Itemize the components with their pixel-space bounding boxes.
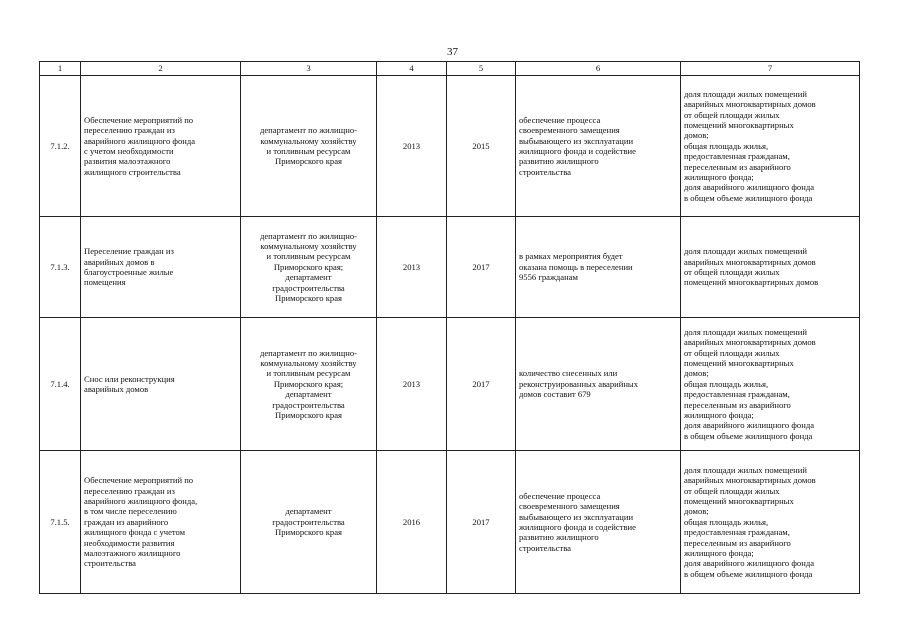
end-year: 2017 — [447, 451, 516, 594]
table-row — [40, 76, 860, 217]
activity-title: Переселение граждан из аварийных домов в благоустроенные жилые помещения — [81, 217, 241, 318]
expected-result: в рамках мероприятия будет оказана помощь в переселении 9556 гражданам — [516, 217, 681, 318]
start-year: 2016 — [377, 451, 447, 594]
indicators: доля площади жилых помещений аварийных многоквартирных домов от общей площади жилых помещений многоквартирных домов; общая площадь жилья, предоставленная гражданам, переселенным из аварийного жилищного фонда; доля аварийного жилищного фонда в общем объеме жилищного фонда — [681, 76, 860, 217]
start-year: 2013 — [377, 318, 447, 451]
end-year: 2017 — [447, 318, 516, 451]
responsible-executor: департамент градостроительства Приморского края — [241, 451, 377, 594]
column-header: 3 — [241, 62, 377, 76]
item-number: 7.1.3. — [40, 217, 81, 318]
start-year: 2013 — [377, 76, 447, 217]
table-row — [40, 217, 860, 318]
column-header: 1 — [40, 62, 81, 76]
column-header: 7 — [681, 62, 860, 76]
expected-result: количество снесенных или реконструированных аварийных домов составит 679 — [516, 318, 681, 451]
expected-result: обеспечение процесса своевременного замещения выбывающего из эксплуатации жилищного фонда и содействие развитию жилищного строительства — [516, 451, 681, 594]
indicators: доля площади жилых помещений аварийных многоквартирных домов от общей площади жилых помещений многоквартирных домов; общая площадь жилья, предоставленная гражданам, переселенным из аварийного жилищного фонда; доля аварийного жилищного фонда в общем объеме жилищного фонда — [681, 451, 860, 594]
start-year: 2013 — [377, 217, 447, 318]
activity-title: Снос или реконструкция аварийных домов — [81, 318, 241, 451]
expected-result: обеспечение процесса своевременного замещения выбывающего из эксплуатации жилищного фонда и содействие развитию жилищного строительства — [516, 76, 681, 217]
table-row — [40, 451, 860, 594]
activity-title: Обеспечение мероприятий по переселению граждан из аварийного жилищного фонда с учетом необходимости развития малоэтажного жилищного строительства — [81, 76, 241, 217]
indicators: доля площади жилых помещений аварийных многоквартирных домов от общей площади жилых помещений многоквартирных домов — [681, 217, 860, 318]
responsible-executor: департамент по жилищно- коммунальному хозяйству и топливным ресурсам Приморского края; департамент градостроительства Приморского края — [241, 318, 377, 451]
program-table — [39, 61, 860, 594]
end-year: 2015 — [447, 76, 516, 217]
responsible-executor: департамент по жилищно- коммунальному хозяйству и топливным ресурсам Приморского края; департамент градостроительства Приморского края — [241, 217, 377, 318]
table-row — [40, 318, 860, 451]
item-number: 7.1.4. — [40, 318, 81, 451]
activity-title: Обеспечение мероприятий по переселению граждан из аварийного жилищного фонда, в том числе переселению граждан из аварийного жилищного фонда с учетом необходимости развития малоэтажного жилищного строительства — [81, 451, 241, 594]
column-header: 6 — [516, 62, 681, 76]
responsible-executor: департамент по жилищно- коммунальному хозяйству и топливным ресурсам Приморского края — [241, 76, 377, 217]
indicators: доля площади жилых помещений аварийных многоквартирных домов от общей площади жилых помещений многоквартирных домов; общая площадь жилья, предоставленная гражданам, переселенным из аварийного жилищного фонда; доля аварийного жилищного фонда в общем объеме жилищного фонда — [681, 318, 860, 451]
page-number: 37 — [447, 46, 458, 58]
header-row — [40, 62, 860, 76]
end-year: 2017 — [447, 217, 516, 318]
column-header: 5 — [447, 62, 516, 76]
column-header: 4 — [377, 62, 447, 76]
item-number: 7.1.2. — [40, 76, 81, 217]
column-header: 2 — [81, 62, 241, 76]
item-number: 7.1.5. — [40, 451, 81, 594]
